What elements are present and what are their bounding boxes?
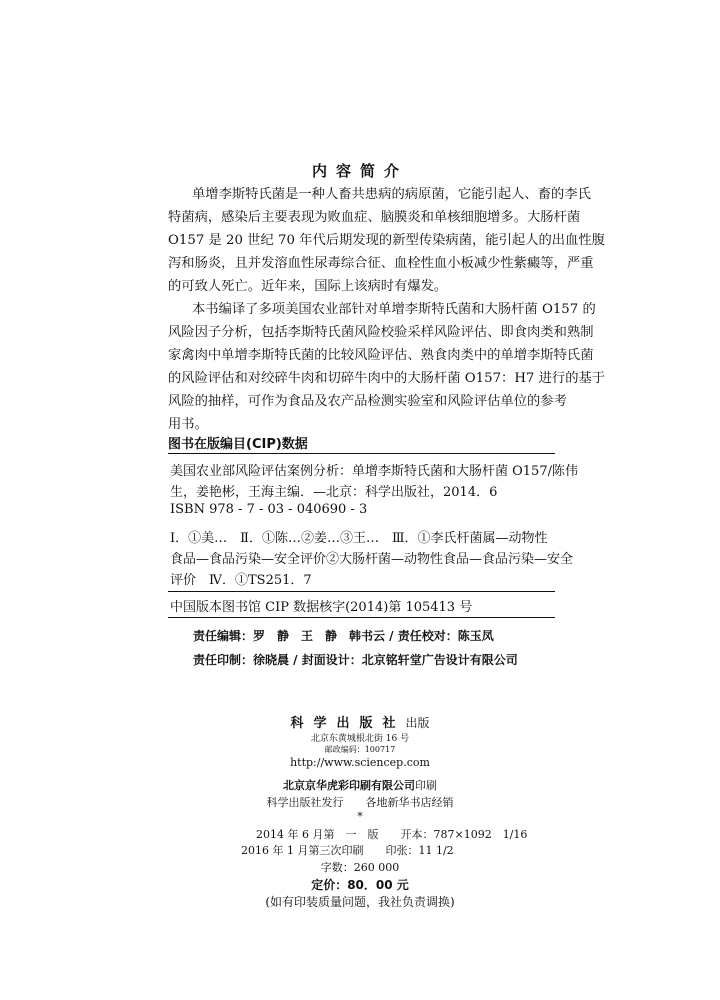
word-count: 字数：260 000 xyxy=(320,861,400,874)
printer-name: 北京京华虎彩印刷有限公司 xyxy=(283,779,415,792)
cip-top-rule xyxy=(168,453,555,454)
publisher-name: 科学出版社 xyxy=(290,716,406,731)
separator-asterisk: * xyxy=(357,810,363,823)
price: 定价：80．00 元 xyxy=(311,878,409,892)
cip-middle-rule xyxy=(168,591,555,592)
credits-production: 责任印制：徐晓晨 / 封面设计：北京铭轩堂广告设计有限公司 xyxy=(193,653,518,667)
summary-line: 的风险评估和对绞碎牛肉和切碎牛肉中的大肠杆菌 O157：H7 进行的基于 xyxy=(168,371,606,386)
quality-notice: (如有印装质量问题，我社负责调换) xyxy=(265,895,455,909)
credits-editors: 责任编辑：罗 静 王 静 韩书云 / 责任校对：陈玉凤 xyxy=(193,629,494,643)
summary-line: 用书。 xyxy=(168,417,208,432)
publisher-address: 北京东黄城根北街 16 号 xyxy=(310,734,410,744)
publisher-suffix: 出版 xyxy=(405,716,430,730)
printing-line: 2016 年 1 月第三次印刷 印张：11 1/2 xyxy=(241,844,454,857)
cip-classification-line: Ⅰ．①美… Ⅱ．①陈…②姜…③王… Ⅲ．①李氏杆菌属—动物性 xyxy=(170,531,548,546)
distribution-line: 科学出版社发行 各地新华书店经销 xyxy=(266,796,454,809)
cip-classification-line: 食品—食品污染—安全评价②大肠杆菌—动物性食品—食品污染—安全 xyxy=(170,552,574,567)
publisher-line xyxy=(0,712,720,731)
printer-line xyxy=(0,774,720,793)
cip-bottom-rule xyxy=(168,617,555,618)
cip-header: 图书在版编目(CIP)数据 xyxy=(168,437,308,452)
cip-isbn: ISBN 978 - 7 - 03 - 040690 - 3 xyxy=(170,502,368,517)
cip-book-line: 美国农业部风险评估案例分析：单增李斯特氏菌和大肠杆菌 O157/陈伟 xyxy=(170,464,578,479)
publisher-postcode: 邮政编码：100717 xyxy=(324,745,396,754)
cip-book-line: 生，姜艳彬，王海主编．—北京：科学出版社，2014．6 xyxy=(170,485,498,500)
summary-line: 泻和肠炎，且并发溶血性尿毒综合征、血栓性血小板减少性紫癜等，严重 xyxy=(168,256,594,271)
summary-title: 内容简介 xyxy=(311,162,408,180)
summary-line: O157 是 20 世纪 70 年代后期发现的新型传染病菌，能引起人的出血性腹 xyxy=(168,233,605,248)
summary-line: 风险因子分析，包括李斯特氏菌风险校验采样风险评估、即食肉类和熟制 xyxy=(168,325,594,340)
summary-line: 风险的抽样，可作为食品及农产品检测实验室和风险评估单位的参考 xyxy=(168,394,567,409)
summary-line: 本书编译了多项美国农业部针对单增李斯特氏菌和大肠杆菌 O157 的 xyxy=(192,302,596,317)
printer-suffix: 印刷 xyxy=(415,779,437,792)
summary-line: 特菌病，感染后主要表现为败血症、脑膜炎和单核细胞增多。大肠杆菌 xyxy=(168,210,581,225)
cip-classification-line: 评价 Ⅳ．①TS251．7 xyxy=(170,573,312,588)
cip-library-record: 中国版本图书馆 CIP 数据核字(2014)第 105413 号 xyxy=(170,600,473,615)
publisher-url: http://www.sciencep.com xyxy=(290,756,430,769)
edition-line: 2014 年 6 月第 一 版 开本：787×1092 1/16 xyxy=(256,828,528,841)
summary-line: 单增李斯特氏菌是一种人畜共患病的病原菌，它能引起人、畜的李氏 xyxy=(192,187,591,202)
summary-line: 家禽肉中单增李斯特氏菌的比较风险评估、熟食肉类中的单增李斯特氏菌 xyxy=(168,348,594,363)
summary-line: 的可致人死亡。近年来，国际上该病时有爆发。 xyxy=(168,279,448,294)
